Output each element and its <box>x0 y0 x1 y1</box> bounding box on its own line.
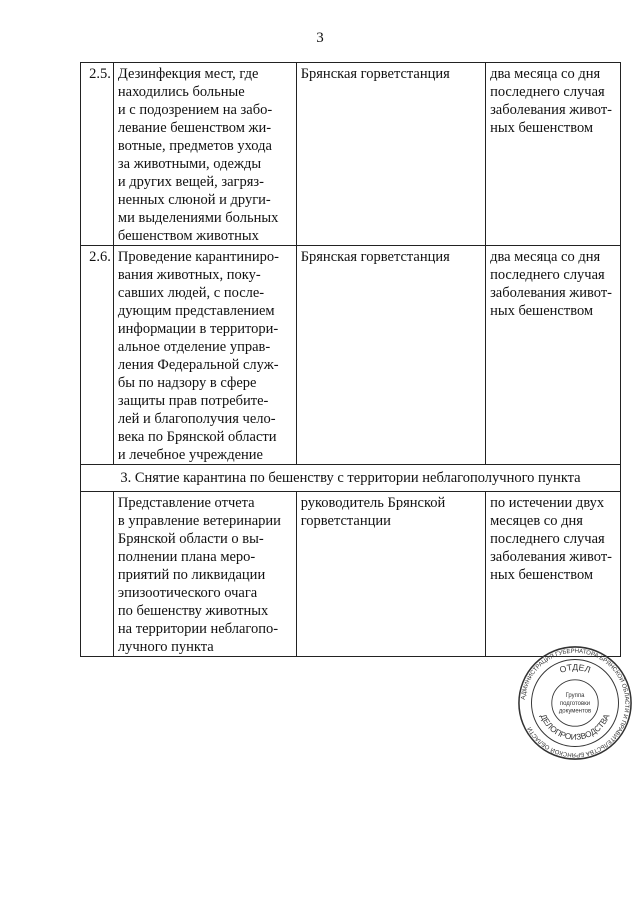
cell-line: приятий по ликвидации <box>117 567 266 583</box>
stamp-center-line: Группа <box>565 693 585 700</box>
action-cell <box>113 492 296 657</box>
cell-line: вания животных, поку- <box>117 267 261 283</box>
cell-line: информации в территори- <box>117 321 279 337</box>
cell-line: ми выделениями больных <box>117 210 279 226</box>
row-number <box>81 492 114 657</box>
measures-table <box>80 62 621 657</box>
cell-line: по истечении двух <box>490 495 605 511</box>
cell-line: и других вещей, загряз- <box>117 174 264 190</box>
cell-line: по бешенству животных <box>117 603 269 619</box>
official-stamp <box>517 645 633 761</box>
section-header: 3. Снятие карантина по бешенству с территории неблагополучного пункта <box>81 465 621 492</box>
cell-line: лей и благополучия чело- <box>117 411 276 427</box>
cell-line: эпизоотического очага <box>117 585 258 601</box>
executor-cell <box>296 492 485 657</box>
cell-line: и лечебное учреждение <box>117 447 263 463</box>
stamp-center-line: подготовки <box>559 700 591 707</box>
term-cell <box>486 63 621 246</box>
cell-line: Дезинфекция мест, где <box>117 66 259 82</box>
cell-line: заболевания живот- <box>490 285 612 301</box>
cell-line: полнении плана меро- <box>117 549 256 565</box>
table-row <box>81 63 621 246</box>
cell-line: и с подозрением на забо- <box>117 102 273 118</box>
table-row <box>81 246 621 465</box>
cell-line: горветстанции <box>300 513 391 529</box>
cell-line: савших людей, с после- <box>117 285 265 301</box>
cell-line: месяцев со дня <box>490 513 583 529</box>
cell-line: ления Федеральной служ- <box>117 357 279 373</box>
cell-line: ных бешенством <box>490 567 594 583</box>
cell-line: Брянская горветстанция <box>300 249 450 265</box>
cell-line: Представление отчета <box>117 495 255 511</box>
cell-line: последнего случая <box>490 531 605 547</box>
cell-line: на территории неблагопо- <box>117 621 279 637</box>
cell-line: защиты прав потребите- <box>117 393 269 409</box>
cell-line: ненных слюной и други- <box>117 192 271 208</box>
row-number: 2.5. <box>81 63 114 246</box>
cell-line: левание бешенством жи- <box>117 120 272 136</box>
page-number: 3 <box>316 30 324 46</box>
section-row <box>81 465 621 492</box>
action-cell <box>113 63 296 246</box>
cell-line: ных бешенством <box>490 120 594 136</box>
cell-line: дующим представлением <box>117 303 275 319</box>
stamp-outer-text: АДМИНИСТРАЦИЯ ГУБЕРНАТОРА БРЯНСКОЙ ОБЛАСТИ И ПРАВИТЕЛЬСТВА БРЯНСКОЙ ОБЛАСТИ <box>520 648 630 758</box>
cell-line: бешенством животных <box>117 228 259 244</box>
cell-line: руководитель Брянской <box>300 495 446 511</box>
term-cell <box>486 246 621 465</box>
cell-line: за животными, одежды <box>117 156 262 172</box>
table-row <box>81 492 621 657</box>
cell-line: последнего случая <box>490 267 605 283</box>
term-cell <box>486 492 621 657</box>
cell-line: заболевания живот- <box>490 102 612 118</box>
stamp-center-line: документов <box>558 708 592 715</box>
cell-line: Брянской области о вы- <box>117 531 264 547</box>
cell-line: вотные, предметов ухода <box>117 138 272 154</box>
stamp-top-text: ОТДЕЛ <box>558 662 592 675</box>
executor-cell <box>296 246 485 465</box>
row-number: 2.6. <box>81 246 114 465</box>
cell-line: альное отделение управ- <box>117 339 271 355</box>
cell-line: два месяца со дня <box>490 249 601 265</box>
cell-line: бы по надзору в сфере <box>117 375 257 391</box>
cell-line: Проведение карантиниро- <box>117 249 279 265</box>
cell-line: лучного пункта <box>117 639 214 655</box>
cell-line: последнего случая <box>490 84 605 100</box>
cell-line: века по Брянской области <box>117 429 277 445</box>
cell-line: находились больные <box>117 84 245 100</box>
cell-line: ных бешенством <box>490 303 594 319</box>
cell-line: заболевания живот- <box>490 549 612 565</box>
cell-line: Брянская горветстанция <box>300 66 450 82</box>
executor-cell <box>296 63 485 246</box>
cell-line: в управление ветеринарии <box>117 513 281 529</box>
action-cell <box>113 246 296 465</box>
stamp-bottom-text: ДЕЛОПРОИЗВОДСТВА <box>538 712 612 742</box>
cell-line: два месяца со дня <box>490 66 601 82</box>
